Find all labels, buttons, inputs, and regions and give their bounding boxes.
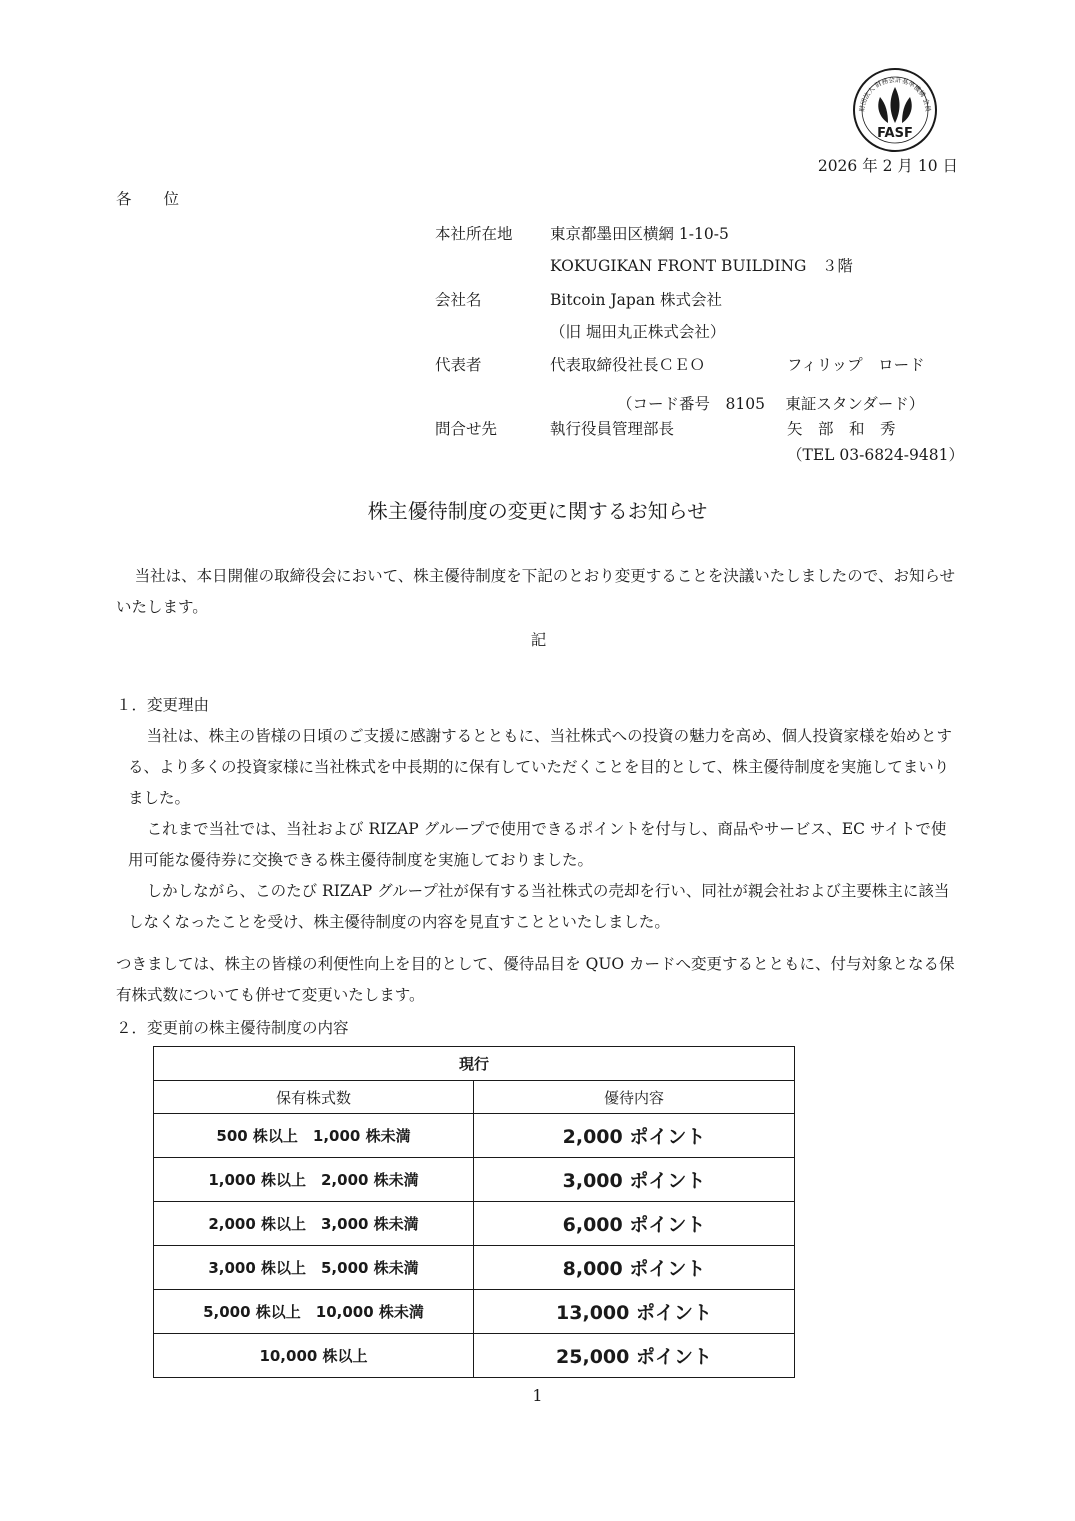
- representative-title: 代表取締役社長ＣＥＯ: [550, 356, 706, 374]
- section1-paragraph-3: しかしながら、このたび RIZAP グループ社が保有する当社株式の売却を行い、同社が親会社および主要株主に該当しなくなったことを受け、株主優待制度の内容を見直すことといたしました。: [128, 882, 950, 931]
- address-line2: KOKUGIKAN FRONT BUILDING ３階: [550, 257, 853, 275]
- shares-cell: 10,000 株以上: [154, 1334, 474, 1378]
- contact-title: 執行役員管理部長: [550, 420, 675, 438]
- table-header-row: [154, 1081, 795, 1114]
- company-label: 会社名: [435, 291, 482, 309]
- representative-label: 代表者: [435, 356, 482, 374]
- table-caption: 現行: [154, 1047, 795, 1081]
- fasf-logo: [852, 67, 938, 153]
- document-date: 2026 年 2 月 10 日: [817, 157, 958, 175]
- section1-body: [128, 721, 961, 938]
- section1-paragraph-4-block: [116, 949, 961, 1011]
- table-row: [154, 1158, 795, 1202]
- section1-paragraph-2: これまで当社では、当社および RIZAP グループで使用できるポイントを付与し、商品やサービス、EC サイトで使用可能な優待券に交換できる株主優待制度を実施しておりました。: [128, 820, 947, 869]
- benefit-table: [153, 1046, 795, 1378]
- address-label: 本社所在地: [435, 225, 513, 243]
- stock-code-line: （コード番号 8105 東証スタンダード）: [617, 395, 925, 413]
- addressee: 各位: [116, 190, 212, 208]
- intro-paragraph: [116, 561, 961, 623]
- points-cell: 3,000 ポイント: [474, 1158, 795, 1202]
- company-name: Bitcoin Japan 株式会社: [550, 291, 722, 309]
- logo-abbr: FASF: [877, 126, 913, 141]
- points-cell: 13,000 ポイント: [474, 1290, 795, 1334]
- table-row: [154, 1334, 795, 1378]
- ki-label: 記: [530, 631, 547, 649]
- representative-name: フィリップ ロード: [787, 356, 925, 374]
- table-row: [154, 1202, 795, 1246]
- table-row: [154, 1246, 795, 1290]
- section1-paragraph-1: 当社は、株主の皆様の日頃のご支援に感謝するとともに、当社株式への投資の魅力を高め、個人投資家様を始めとする、より多くの投資家様に当社株式を中長期的に保有していただくことを目的として、株主優待制度を実施してまいりました。: [128, 727, 952, 807]
- table-row: [154, 1114, 795, 1158]
- logo-org-text: 財団法人 財務会計基準機構 会員: [857, 75, 933, 113]
- page-number: 1: [532, 1386, 543, 1405]
- document-title: 株主優待制度の変更に関するお知らせ: [367, 499, 708, 523]
- shares-cell: 5,000 株以上 10,000 株未満: [154, 1290, 474, 1334]
- section1-paragraph-4: つきましては、株主の皆様の利便性向上を目的として、優待品目を QUO カードへ変更するとともに、付与対象となる保有株式数についても併せて変更いたします。: [116, 955, 955, 1004]
- shares-cell: 500 株以上 1,000 株未満: [154, 1114, 474, 1158]
- shares-cell: 3,000 株以上 5,000 株未満: [154, 1246, 474, 1290]
- shares-cell: 1,000 株以上 2,000 株未満: [154, 1158, 474, 1202]
- points-cell: 8,000 ポイント: [474, 1246, 795, 1290]
- contact-tel: （TEL 03-6824-9481）: [787, 446, 964, 464]
- intro-text: 当社は、本日開催の取締役会において、株主優待制度を下記のとおり変更することを決議いたしましたので、お知らせいたします。: [116, 567, 956, 616]
- shares-cell: 2,000 株以上 3,000 株未満: [154, 1202, 474, 1246]
- column-header-shares: 保有株式数: [154, 1081, 474, 1114]
- table-caption-row: [154, 1047, 795, 1081]
- points-cell: 6,000 ポイント: [474, 1202, 795, 1246]
- address-line1: 東京都墨田区横網 1-10-5: [550, 225, 729, 243]
- section2-heading: ２．変更前の株主優待制度の内容: [116, 1019, 349, 1037]
- table-row: [154, 1290, 795, 1334]
- section1-heading: １．変更理由: [116, 696, 210, 714]
- column-header-benefit: 優待内容: [474, 1081, 795, 1114]
- company-former-name: （旧 堀田丸正株式会社）: [550, 323, 726, 341]
- points-cell: 2,000 ポイント: [474, 1114, 795, 1158]
- contact-name: 矢 部 和 秀: [787, 420, 896, 438]
- contact-label: 問合せ先: [435, 420, 498, 438]
- points-cell: 25,000 ポイント: [474, 1334, 795, 1378]
